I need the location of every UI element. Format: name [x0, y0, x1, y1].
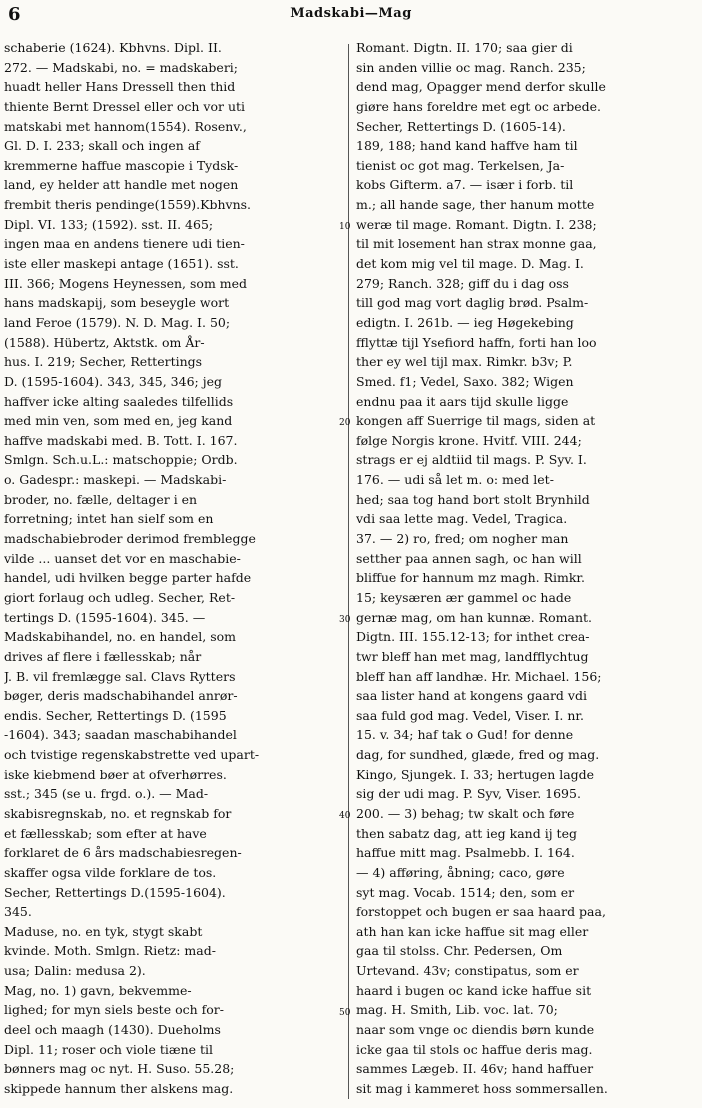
- text-line: syt mag. Vocab. 1514; den, som er: [356, 884, 575, 900]
- text-line: Madskabihandel, no. en handel, som: [4, 629, 237, 645]
- text-line: giort forlaug och udleg. Secher, Ret-: [4, 589, 236, 605]
- text-line: J. B. vil fremlægge sal. Clavs Rytters: [4, 668, 236, 684]
- column-divider: [348, 44, 349, 1099]
- text-line: til mit losement han strax monne gaa,: [356, 236, 597, 252]
- text-line: giøre hans foreldre met egt oc arbede.: [356, 98, 602, 114]
- text-line: schaberie (1624). Kbhvns. Dipl. II.: [4, 40, 222, 55]
- text-line: usa; Dalin: medusa 2).: [4, 963, 146, 979]
- text-line: bleff han aff landhæ. Hr. Michael. 156;: [356, 668, 602, 684]
- text-line: huadt heller Hans Dressell then thid: [4, 79, 236, 95]
- text-line: Smed. f1; Vedel, Saxo. 382; Wigen: [356, 373, 574, 389]
- text-line: icke gaa til stols oc haffue deris mag.: [356, 1041, 593, 1057]
- text-line: haard i bugen oc kand icke haffue sit: [356, 982, 592, 998]
- text-line: weræ til mage. Romant. Digtn. I. 238;: [356, 216, 597, 232]
- text-line: kobs Gifterm. a7. — især i forb. til: [356, 177, 574, 193]
- text-line: Dipl. 11; roser och viole tiæne til: [4, 1041, 214, 1057]
- right-column: [356, 38, 696, 1099]
- text-line: setther paa annen sagh, oc han will: [356, 550, 582, 566]
- text-line: D. (1595-1604). 343, 345, 346; jeg: [4, 373, 222, 389]
- text-line: -1604). 343; saadan maschabihandel: [4, 727, 237, 743]
- text-line: — 4) afføring, åbning; caco, gøre: [356, 864, 565, 880]
- text-line: endis. Secher, Rettertings D. (1595: [4, 707, 227, 723]
- text-line: iske kiebmend bøer at ofverhørres.: [4, 766, 227, 782]
- text-line: haffve madskabi med. B. Tott. I. 167.: [4, 432, 238, 448]
- text-line: kvinde. Moth. Smlgn. Rietz: mad-: [4, 943, 216, 959]
- text-line: och tvistige regenskabstrette ved upart-: [4, 747, 260, 763]
- text-line: mag. H. Smith, Lib. voc. lat. 70;: [356, 1002, 558, 1018]
- text-line: broder, no. fælle, deltager i en: [4, 491, 198, 507]
- text-line: haffue mitt mag. Psalmebb. I. 164.: [356, 845, 575, 861]
- text-line: dag, for sundhed, glæde, fred og mag.: [356, 747, 600, 763]
- text-line: tertings D. (1595-1604). 345. —: [4, 609, 206, 625]
- page-number: 6: [8, 4, 21, 25]
- text-line: deel och maagh (1430). Dueholms: [4, 1022, 221, 1038]
- text-line: 37. — 2) ro, fred; om nogher man: [356, 531, 569, 547]
- margin-line-number: 30: [339, 615, 351, 625]
- text-line: 200. — 3) behag; tw skalt och føre: [356, 805, 575, 821]
- text-line: III. 366; Mogens Heynessen, som med: [4, 275, 248, 291]
- text-line: naar som vnge oc diendis børn kunde: [356, 1022, 595, 1038]
- text-line: Secher, Rettertings D.(1595-1604).: [4, 884, 226, 900]
- text-line: edigtn. I. 261b. — ieg Høgekebing: [356, 314, 574, 330]
- text-line: bøger, deris madschabihandel anrør-: [4, 688, 238, 704]
- text-line: kongen aff Suerrige til mags, siden at: [356, 413, 596, 429]
- text-line: kremmerne haffue mascopie i Tydsk-: [4, 157, 239, 173]
- text-line: ath han kan icke haffue sit mag eller: [356, 923, 589, 939]
- text-line: twr bleff han met mag, landfflychtug: [356, 648, 589, 664]
- text-line: Smlgn. Sch.u.L.: matschoppie; Ordb.: [4, 452, 238, 468]
- text-line: bliffue for hannum mz magh. Rimkr.: [356, 570, 586, 586]
- margin-line-number: 10: [339, 222, 351, 232]
- text-line: det kom mig vel til mage. D. Mag. I.: [356, 256, 584, 272]
- text-line: 272. — Madskabi, no. = madskaberi;: [4, 59, 239, 75]
- text-line: Dipl. VI. 133; (1592). sst. II. 465;: [4, 216, 214, 232]
- text-line: Digtn. III. 155.12-13; for inthet crea-: [356, 629, 590, 645]
- text-line: følge Norgis krone. Hvitf. VIII. 244;: [356, 432, 582, 448]
- text-line: dend mag, Opagger mend derfor skulle: [356, 79, 606, 95]
- text-line: strags er ej aldtiid til mags. P. Syv. I.: [356, 452, 587, 468]
- text-line: sit mag i kammeret hoss sommersallen.: [356, 1080, 608, 1096]
- text-line: 189, 188; hand kand haffve ham til: [356, 138, 578, 154]
- text-line: ingen maa en andens tienere udi tien-: [4, 236, 245, 252]
- text-line: then sabatz dag, att ieg kand ij teg: [356, 825, 577, 841]
- margin-line-number: 50: [339, 1008, 351, 1018]
- text-line: skaffer ogsa vilde forklare de tos.: [4, 864, 217, 880]
- text-line: bønners mag oc nyt. H. Suso. 55.28;: [4, 1061, 235, 1077]
- text-line: iste eller maskepi antage (1651). sst.: [4, 256, 239, 272]
- text-line: 279; Ranch. 328; giff du i dag oss: [356, 275, 569, 291]
- text-line: thiente Bernt Dressel eller och vor uti: [4, 98, 246, 114]
- text-line: sst.; 345 (se u. frgd. o.). — Mad-: [4, 786, 209, 802]
- text-line: drives af flere i fællesskab; når: [4, 648, 202, 664]
- text-line: lighed; for myn siels beste och for-: [4, 1002, 224, 1018]
- text-line: sammes Lægeb. II. 46v; hand haffuer: [356, 1061, 594, 1077]
- text-line: Kingo, Sjungek. I. 33; hertugen lagde: [356, 766, 595, 782]
- text-line: Secher, Rettertings D. (1605-14).: [356, 118, 566, 134]
- margin-line-number: 40: [339, 811, 351, 821]
- text-line: vdi saa lette mag. Vedel, Tragica.: [356, 511, 568, 527]
- text-line: gernæ mag, om han kunnæ. Romant.: [356, 609, 592, 625]
- text-line: skabisregnskab, no. et regnskab for: [4, 805, 232, 821]
- text-line: o. Gadespr.: maskepi. — Madskabi-: [4, 472, 227, 488]
- text-line: hed; saa tog hand bort stolt Brynhild: [356, 491, 590, 507]
- margin-line-number: 20: [339, 418, 351, 428]
- text-line: saa lister hand at kongens gaard vdi: [356, 688, 587, 704]
- text-line: forklaret de 6 års madschabiesregen-: [4, 845, 242, 861]
- text-line: sig der udi mag. P. Syv, Viser. 1695.: [356, 786, 581, 802]
- text-line: forretning; intet han sielf som en: [4, 511, 214, 527]
- text-line: m.; all hande sage, ther hanum motte: [356, 197, 595, 213]
- text-line: till god mag vort daglig brød. Psalm-: [356, 295, 589, 311]
- text-line: hans madskapij, som beseygle wort: [4, 295, 230, 311]
- text-line: land, ey helder att handle met nogen: [4, 177, 239, 193]
- text-line: Romant. Digtn. II. 170; saa gier di: [356, 40, 573, 55]
- text-line: Maduse, no. en tyk, stygt skabt: [4, 923, 203, 939]
- text-line: tienist oc got mag. Terkelsen, Ja-: [356, 157, 565, 173]
- text-line: fflyttæ tijl Ysefiord haffn, forti han loo: [356, 334, 597, 350]
- text-line: skippede hannum ther alskens mag.: [4, 1080, 234, 1096]
- running-head: Madskabi—Mag: [290, 6, 412, 21]
- text-line: land Feroe (1579). N. D. Mag. I. 50;: [4, 314, 231, 330]
- text-line: gaa til stolss. Chr. Pedersen, Om: [356, 943, 563, 959]
- text-line: Gl. D. I. 233; skall och ingen af: [4, 138, 200, 154]
- text-line: (1588). Hübertz, Aktstk. om År-: [4, 334, 205, 350]
- text-line: madschabiebroder derimod fremblegge: [4, 531, 256, 547]
- text-line: 345.: [4, 904, 32, 920]
- text-line: handel, udi hvilken begge parter hafde: [4, 570, 252, 586]
- text-line: hus. I. 219; Secher, Rettertings: [4, 354, 203, 370]
- text-line: saa fuld god mag. Vedel, Viser. I. nr.: [356, 707, 584, 723]
- text-line: endnu paa it aars tijd skulle ligge: [356, 393, 569, 409]
- text-line: 15. v. 34; haf tak o Gud! for denne: [356, 727, 574, 743]
- text-line: 15; keysæren ær gammel oc hade: [356, 589, 572, 605]
- text-line: et fællesskab; som efter at have: [4, 825, 207, 841]
- text-line: Urtevand. 43v; constipatus, som er: [356, 963, 579, 979]
- text-line: 176. — udi så let m. o: med let-: [356, 472, 554, 488]
- text-line: Mag, no. 1) gavn, bekvemme-: [4, 982, 192, 998]
- text-line: haffver icke alting saaledes tilfellids: [4, 393, 234, 409]
- text-line: ther ey wel tijl max. Rimkr. b3v; P.: [356, 354, 573, 370]
- text-line: vilde ... uanset det vor en maschabie-: [4, 550, 241, 566]
- text-line: sin anden villie oc mag. Ranch. 235;: [356, 59, 586, 75]
- left-column: [4, 38, 344, 1099]
- text-line: frembit theris pendinge(1559).Kbhvns.: [4, 197, 252, 213]
- text-line: forstoppet och bugen er saa haard paa,: [356, 904, 606, 920]
- text-line: matskabi met hannom(1554). Rosenv.,: [4, 118, 247, 134]
- text-line: med min ven, som med en, jeg kand: [4, 413, 233, 429]
